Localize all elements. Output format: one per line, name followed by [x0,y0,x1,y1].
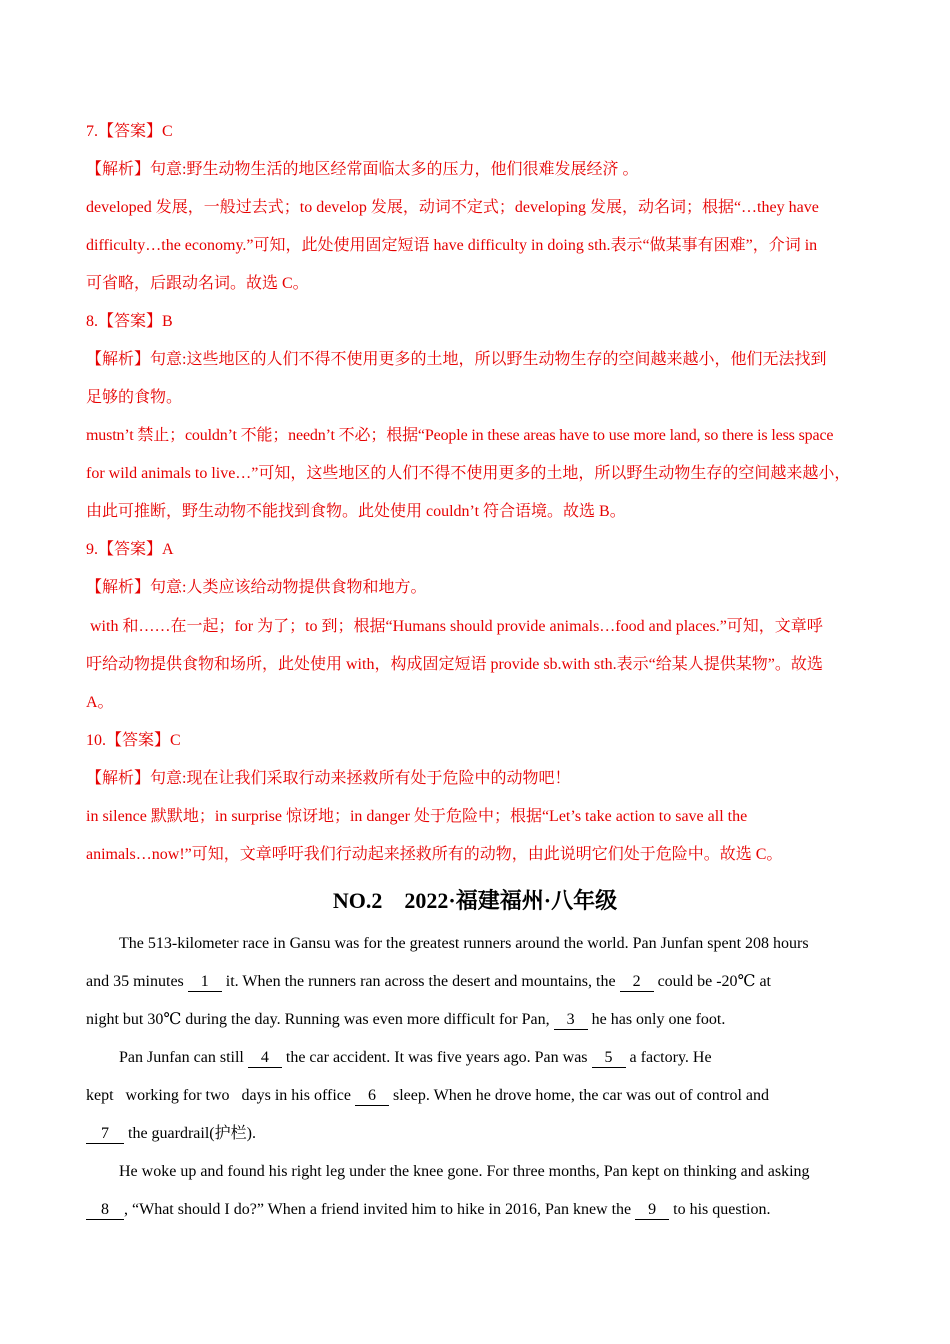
answer-7-head: 7.【答案】C [86,123,173,140]
answer-8-line-3: 由此可推断，野生动物不能找到食物。此处使用 couldn’t 符合语境。故选 B。 [86,503,626,520]
passage-p3-line-2: 8 , “What should I do?” When a friend invited him to hike in 2016, Pan knew the 9 to his question. [86,1199,770,1221]
answer-10-head: 10.【答案】C [86,732,181,749]
passage-p3-line-1: He woke up and found his right leg under the knee gone. For three months, Pan kept on thinking and asking [119,1163,810,1180]
passage-p2-line-2: kept working for two days in his office 6 sleep. When he drove home, the car was out of control and [86,1087,770,1104]
blank-5[interactable]: 5 [592,1049,626,1068]
blank-8[interactable]: 8 [86,1201,124,1220]
answer-8-head: 8.【答案】B [86,313,173,330]
passage-p1-line-3: night but 30℃ during the day. Running was even more difficult for Pan, 3 he has only one foot. [86,1011,726,1028]
blank-3[interactable]: 3 [554,1011,588,1030]
answer-7-line-1: developed 发展，一般过去式；to develop 发展，动词不定式；developing 发展，动名词；根据“…they have [86,199,819,216]
passage-p2-line-1: Pan Junfan can still 4 the car accident. It was five years ago. Pan was 5 a factory. He [119,1049,712,1066]
answer-8-line-1: mustn’t 禁止；couldn’t 不能；needn’t 不必；根据“People in these areas have to use more land, so there is less space [86,427,834,444]
answer-8-analysis-cont: 足够的食物。 [86,389,183,406]
answer-8-line-2: for wild animals to live…”可知，这些地区的人们不得不使用更多的土地，所以野生动物生存的空间越来越小， [86,465,851,482]
answer-9-head: 9.【答案】A [86,541,174,558]
answer-9-analysis: 【解析】句意:人类应该给动物提供食物和地方。 [86,579,427,596]
passage-p2-line-3: 7 the guardrail(护栏). [86,1123,256,1145]
answer-7-line-2: difficulty…the economy.”可知，此处使用固定短语 have difficulty in doing sth.表示“做某事有困难”，介词 in [86,237,818,254]
passage-p1-line-1: The 513-kilometer race in Gansu was for the greatest runners around the world. Pan Junfan spent 208 hours [119,935,809,952]
answer-9-line-2: 吁给动物提供食物和场所，此处使用 with，构成固定短语 provide sb.with sth.表示“给某人提供某物”。故选 [86,656,823,673]
answer-7-line-3: 可省略，后跟动名词。故选 C。 [86,275,309,292]
answer-10-line-2: animals…now!”可知，文章呼吁我们行动起来拯救所有的动物，由此说明它们处于危险中。故选 C。 [86,846,783,863]
answer-9-line-3: A。 [86,694,114,711]
blank-4[interactable]: 4 [248,1049,282,1068]
answer-7-analysis: 【解析】句意:野生动物生活的地区经常面临太多的压力，他们很难发展经济 。 [86,161,639,178]
blank-2[interactable]: 2 [620,973,654,992]
answer-10-line-1: in silence 默默地；in surprise 惊讶地；in danger 处于危险中；根据“Let’s take action to save all the [86,808,748,825]
blank-9[interactable]: 9 [635,1201,669,1220]
passage-p1-line-2: and 35 minutes 1 it. When the runners ran across the desert and mountains, the 2 could be -20℃ at [86,973,771,990]
answer-10-analysis: 【解析】句意:现在让我们采取行动来拯救所有处于危险中的动物吧！ [86,770,571,787]
answer-9-line-1: with 和……在一起；for 为了；to 到；根据“Humans should provide animals…food and places.”可知，文章呼 [86,618,823,635]
section-title: NO.2 2022·福建福州·八年级 [332,888,618,913]
answer-8-analysis: 【解析】句意:这些地区的人们不得不使用更多的土地，所以野生动物生存的空间越来越小，他们无法找到 [86,351,827,368]
blank-6[interactable]: 6 [355,1087,389,1106]
blank-7[interactable]: 7 [86,1125,124,1144]
blank-1[interactable]: 1 [188,973,222,992]
